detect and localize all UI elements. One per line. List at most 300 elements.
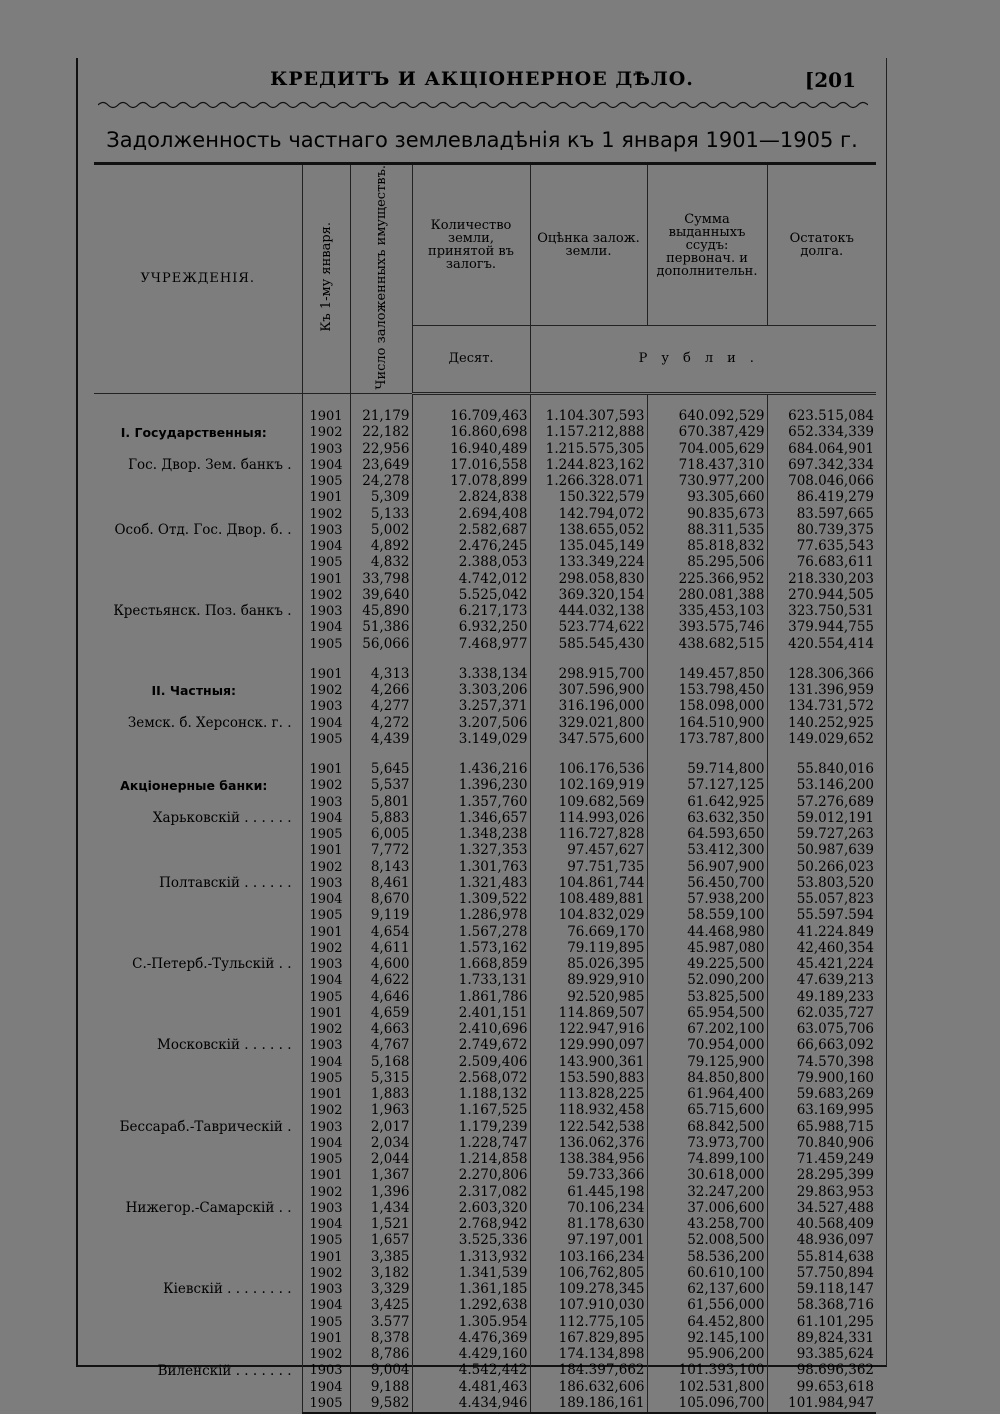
valuation-cell: 97.751,735 <box>530 859 647 875</box>
land-amount-cell: 2.509,406 <box>412 1054 530 1070</box>
pledged-count-cell: 5,883 <box>350 810 412 826</box>
pledged-count-cell: 1,367 <box>350 1168 412 1184</box>
balance-cell: 140.252,925 <box>788 714 874 731</box>
land-amount-cell: 7.468,977 <box>412 636 530 652</box>
year-cell: 1905 <box>302 474 350 490</box>
loans-cell: 67.202,100 <box>647 1022 767 1038</box>
loans-cell: 64.593,650 <box>647 827 767 843</box>
balance-cell: 40.568,409 <box>796 1216 874 1233</box>
land-amount-cell: 1.346,657 <box>412 810 530 826</box>
loans-cell: 93.305,660 <box>647 490 767 506</box>
land-amount-cell: 2.270,806 <box>412 1168 530 1184</box>
balance-cell: 55.840,016 <box>796 761 874 778</box>
valuation-cell: 85.026,395 <box>530 957 647 973</box>
pledged-count-cell: 2,017 <box>350 1119 412 1135</box>
land-amount-cell: 1.321,483 <box>412 875 530 891</box>
balance-cell: 63.169,995 <box>796 1102 874 1119</box>
land-amount-cell: 2.388,053 <box>412 555 530 571</box>
loans-cell: 105.096,700 <box>647 1395 767 1412</box>
year-cell: 1901 <box>302 1249 350 1265</box>
valuation-cell: 104.832,029 <box>530 908 647 924</box>
balance-cell: 50.266,023 <box>796 858 874 875</box>
year-cell: 1902 <box>302 778 350 794</box>
balance-cell: 71.459,249 <box>796 1151 874 1168</box>
pledged-count-cell: 8,378 <box>350 1330 412 1346</box>
year-cell: 1903 <box>302 1119 350 1135</box>
gap-cell <box>767 748 876 762</box>
balance-cell: 47.639,213 <box>796 972 874 989</box>
valuation-cell: 97.197,001 <box>530 1233 647 1249</box>
loans-cell: 438.682,515 <box>647 636 767 652</box>
year-cell: 1904 <box>302 715 350 731</box>
pledged-count-cell: 6,005 <box>350 827 412 843</box>
balance-cell: 53.146,200 <box>796 777 874 794</box>
header-as-of: Къ 1-му января. <box>302 164 350 394</box>
balance-cell: 420.554,414 <box>788 635 874 652</box>
valuation-cell: 133.349,224 <box>530 555 647 571</box>
header-balance: Остатокъ долга. <box>767 164 876 326</box>
pledged-count-cell: 5,315 <box>350 1070 412 1086</box>
year-cell: 1904 <box>302 810 350 826</box>
header-land-amount: Количество земли, принятой въ залогъ. <box>412 164 530 326</box>
year-cell: 1901 <box>302 762 350 778</box>
loans-cell: 53.412,300 <box>647 843 767 859</box>
land-amount-cell: 1.214,858 <box>412 1152 530 1168</box>
institution-name: Нижегор.-Самарскій . . <box>125 1199 292 1216</box>
loans-cell: 640.092,529 <box>647 409 767 425</box>
loans-cell: 84.850,800 <box>647 1070 767 1086</box>
year-cell: 1904 <box>302 892 350 908</box>
gap-cell <box>767 652 876 666</box>
valuation-cell: 59.733,366 <box>530 1168 647 1184</box>
valuation-cell: 107.910,030 <box>530 1298 647 1314</box>
loans-cell: 65.715,600 <box>647 1103 767 1119</box>
section-title: I. Государственныя: <box>120 425 267 441</box>
loans-cell: 95.906,200 <box>647 1347 767 1363</box>
year-cell: 1905 <box>302 1152 350 1168</box>
loans-cell: 58.559,100 <box>647 908 767 924</box>
year-cell: 1904 <box>302 1298 350 1314</box>
gap-year-cell <box>302 748 350 762</box>
land-amount-cell: 17.016,558 <box>412 457 530 473</box>
land-amount-cell: 4.742,012 <box>412 571 530 587</box>
year-cell: 1904 <box>302 1054 350 1070</box>
land-amount-cell: 2.768,942 <box>412 1217 530 1233</box>
year-cell: 1904 <box>302 457 350 473</box>
year-cell: 1902 <box>302 683 350 699</box>
gap-cell <box>530 748 647 762</box>
loans-cell: 73.973,700 <box>647 1135 767 1151</box>
pledged-count-cell: 45,890 <box>350 604 412 620</box>
table-row <box>94 1168 876 1184</box>
pledged-count-cell: 2,044 <box>350 1152 412 1168</box>
institution-name <box>94 762 302 843</box>
pledged-count-cell: 4,832 <box>350 555 412 571</box>
pledged-count-cell: 3,385 <box>350 1249 412 1265</box>
year-cell: 1902 <box>302 1103 350 1119</box>
loans-cell: 730.977,200 <box>647 474 767 490</box>
balance-cell: 59.727,263 <box>796 826 874 843</box>
valuation-cell: 70.106,234 <box>530 1200 647 1216</box>
pledged-count-cell: 22,182 <box>350 425 412 441</box>
valuation-cell: 129.990,097 <box>530 1038 647 1054</box>
year-cell: 1901 <box>302 1168 350 1184</box>
land-amount-cell: 3.149,029 <box>412 731 530 747</box>
land-amount-cell: 1.188,132 <box>412 1087 530 1103</box>
institution-name: Бессараб.-Таврическій . <box>119 1118 292 1135</box>
table-row <box>94 843 876 859</box>
gap-year-cell <box>302 652 350 666</box>
land-amount-cell: 4.476,369 <box>412 1330 530 1346</box>
year-cell: 1903 <box>302 1038 350 1054</box>
year-cell: 1903 <box>302 794 350 810</box>
valuation-cell: 142.794,072 <box>530 506 647 522</box>
land-amount-cell: 1.292,638 <box>412 1298 530 1314</box>
land-amount-cell: 6.932,250 <box>412 620 530 636</box>
land-amount-cell: 1.305.954 <box>412 1314 530 1330</box>
balance-cell: 55.057,823 <box>796 891 874 908</box>
land-amount-cell: 1.861,786 <box>412 989 530 1005</box>
header-loans: Сумма выданныхъ ссудъ: первонач. и дополнительн. <box>647 164 767 326</box>
header-institutions: УЧРЕЖДЕНІЯ. <box>94 164 302 394</box>
pledged-count-cell: 5,002 <box>350 522 412 538</box>
balance-cell: 697.342,334 <box>788 456 874 473</box>
valuation-cell: 122.947,916 <box>530 1022 647 1038</box>
section-gap-row <box>94 393 876 409</box>
land-amount-cell: 4.434,946 <box>412 1395 530 1412</box>
pledged-count-cell: 4,663 <box>350 1022 412 1038</box>
valuation-cell: 138.384,956 <box>530 1152 647 1168</box>
loans-cell: 45.987,080 <box>647 940 767 956</box>
land-amount-cell: 3.338,134 <box>412 666 530 682</box>
balance-cell: 74.570,398 <box>796 1053 874 1070</box>
valuation-cell: 143.900,361 <box>530 1054 647 1070</box>
valuation-cell: 114.869,507 <box>530 1005 647 1021</box>
year-cell: 1902 <box>302 1347 350 1363</box>
pledged-count-cell: 8,670 <box>350 892 412 908</box>
table-row <box>94 1005 876 1021</box>
year-cell: 1905 <box>302 989 350 1005</box>
pledged-count-cell: 1,434 <box>350 1200 412 1216</box>
land-amount-cell: 1.301,763 <box>412 859 530 875</box>
year-cell: 1902 <box>302 587 350 603</box>
pledged-count-cell: 4,266 <box>350 683 412 699</box>
year-cell: 1903 <box>302 522 350 538</box>
institution-name-text: Земск. б. Херсонск. г. . <box>127 714 292 731</box>
balance-cell: 59.118,147 <box>796 1281 874 1298</box>
section-title: II. Частныя: <box>151 682 237 698</box>
year-cell: 1901 <box>302 1087 350 1103</box>
loans-cell: 92.145,100 <box>647 1330 767 1346</box>
year-cell: 1904 <box>302 973 350 989</box>
valuation-cell: 97.457,627 <box>530 843 647 859</box>
balance-cell: 48.936,097 <box>796 1232 874 1249</box>
land-amount-cell: 1.228,747 <box>412 1135 530 1151</box>
year-cell: 1904 <box>302 1379 350 1395</box>
valuation-cell: 102.169,919 <box>530 778 647 794</box>
institution-name: Виленскій . . . . . . . <box>157 1362 292 1379</box>
gap-cell <box>94 652 302 666</box>
valuation-cell: 114.993,026 <box>530 810 647 826</box>
pledged-count-cell: 4,439 <box>350 731 412 747</box>
gap-cell <box>94 393 302 409</box>
valuation-cell: 329.021,800 <box>530 715 647 731</box>
balance-cell: 59.683,269 <box>796 1086 874 1103</box>
loans-cell: 52.090,200 <box>647 973 767 989</box>
land-amount-cell: 16.940,489 <box>412 441 530 457</box>
pledged-count-cell: 1,657 <box>350 1233 412 1249</box>
year-cell: 1901 <box>302 1005 350 1021</box>
loans-cell: 61.964,400 <box>647 1087 767 1103</box>
valuation-cell: 106.176,536 <box>530 762 647 778</box>
valuation-cell: 369.320,154 <box>530 587 647 603</box>
pledged-count-cell: 3.577 <box>350 1314 412 1330</box>
loans-cell: 60.610,100 <box>647 1265 767 1281</box>
balance-cell: 79.900,160 <box>796 1069 874 1086</box>
pledged-count-cell: 5,801 <box>350 794 412 810</box>
loans-cell: 153.798,450 <box>647 683 767 699</box>
land-amount-cell: 3.525,336 <box>412 1233 530 1249</box>
table-row <box>94 924 876 940</box>
land-amount-cell: 16.860,698 <box>412 425 530 441</box>
balance-cell: 93.385,624 <box>796 1346 874 1363</box>
year-cell: 1901 <box>302 843 350 859</box>
year-cell: 1903 <box>302 699 350 715</box>
year-cell: 1903 <box>302 441 350 457</box>
loans-cell: 158.098,000 <box>647 699 767 715</box>
loans-cell: 30.618,000 <box>647 1168 767 1184</box>
pledged-count-cell: 4,892 <box>350 539 412 555</box>
balance-cell: 49.189,233 <box>796 988 874 1005</box>
gap-cell <box>647 748 767 762</box>
institution-name <box>94 409 302 490</box>
balance-cell: 89,824,331 <box>796 1329 874 1346</box>
loans-cell: 61.642,925 <box>647 794 767 810</box>
land-amount-cell: 3.207,506 <box>412 715 530 731</box>
header-pledged-count: Число заложенныхъ имуществъ. <box>350 164 412 394</box>
valuation-cell: 298.058,830 <box>530 571 647 587</box>
loans-cell: 56.907,900 <box>647 859 767 875</box>
year-cell: 1901 <box>302 666 350 682</box>
valuation-cell: 89.929,910 <box>530 973 647 989</box>
land-amount-cell: 1.396,230 <box>412 778 530 794</box>
land-amount-cell: 2.603,320 <box>412 1200 530 1216</box>
valuation-cell: 103.166,234 <box>530 1249 647 1265</box>
year-cell: 1903 <box>302 604 350 620</box>
land-amount-cell: 4.429,160 <box>412 1347 530 1363</box>
valuation-cell: 1.157.212,888 <box>530 425 647 441</box>
loans-cell: 57.127,125 <box>647 778 767 794</box>
year-cell: 1905 <box>302 731 350 747</box>
balance-cell: 76.683,611 <box>796 554 874 571</box>
gap-year-cell <box>302 393 350 409</box>
land-amount-cell: 1.327,353 <box>412 843 530 859</box>
loans-cell: 32.247,200 <box>647 1184 767 1200</box>
year-cell: 1904 <box>302 539 350 555</box>
balance-cell: 684.064,901 <box>788 440 874 457</box>
land-amount-cell: 2.824,838 <box>412 490 530 506</box>
table-row <box>94 409 876 425</box>
year-cell: 1902 <box>302 506 350 522</box>
loans-cell: 149.457,850 <box>647 666 767 682</box>
institution-name: Особ. Отд. Гос. Двор. б. . <box>114 521 292 538</box>
loans-cell: 88.311,535 <box>647 522 767 538</box>
year-cell: 1902 <box>302 425 350 441</box>
pledged-count-cell: 4,646 <box>350 989 412 1005</box>
land-amount-cell: 5.525,042 <box>412 587 530 603</box>
loans-cell: 37.006,600 <box>647 1200 767 1216</box>
pledged-count-cell: 9,119 <box>350 908 412 924</box>
year-cell: 1901 <box>302 571 350 587</box>
gap-cell <box>647 652 767 666</box>
loans-cell: 65.954,500 <box>647 1005 767 1021</box>
balance-cell: 55.814,638 <box>796 1248 874 1265</box>
loans-cell: 704.005,629 <box>647 441 767 457</box>
balance-cell: 652.334,339 <box>788 424 874 441</box>
year-cell: 1903 <box>302 957 350 973</box>
valuation-cell: 347.575,600 <box>530 731 647 747</box>
balance-cell: 70.840,906 <box>796 1134 874 1151</box>
pledged-count-cell: 22,956 <box>350 441 412 457</box>
pledged-count-cell: 4,654 <box>350 924 412 940</box>
pledged-count-cell: 4,600 <box>350 957 412 973</box>
valuation-cell: 523.774,622 <box>530 620 647 636</box>
pledged-count-cell: 5,168 <box>350 1054 412 1070</box>
pledged-count-cell: 56,066 <box>350 636 412 652</box>
land-amount-cell: 2.317,082 <box>412 1184 530 1200</box>
balance-cell: 53.803,520 <box>796 874 874 891</box>
loans-cell: 63.632,350 <box>647 810 767 826</box>
valuation-cell: 104.861,744 <box>530 875 647 891</box>
loans-cell: 43.258,700 <box>647 1217 767 1233</box>
year-cell: 1903 <box>302 1363 350 1379</box>
header-unit-land: Десят. <box>412 326 530 394</box>
balance-cell: 45.421,224 <box>796 956 874 973</box>
balance-cell: 80.739,375 <box>796 521 874 538</box>
land-amount-cell: 1.573,162 <box>412 940 530 956</box>
valuation-cell: 61.445,198 <box>530 1184 647 1200</box>
loans-cell: 70.954,000 <box>647 1038 767 1054</box>
year-cell: 1903 <box>302 1200 350 1216</box>
loans-cell: 74.899,100 <box>647 1152 767 1168</box>
land-amount-cell: 1.179,239 <box>412 1119 530 1135</box>
loans-cell: 101.393,100 <box>647 1363 767 1379</box>
loans-cell: 670.387,429 <box>647 425 767 441</box>
gap-cell <box>412 748 530 762</box>
balance-cell: 66,663,092 <box>796 1037 874 1054</box>
loans-cell: 57.938,200 <box>647 892 767 908</box>
year-cell: 1901 <box>302 409 350 425</box>
loans-cell: 280.081,388 <box>647 587 767 603</box>
valuation-cell: 135.045,149 <box>530 539 647 555</box>
loans-cell: 90.835,673 <box>647 506 767 522</box>
land-amount-cell: 2.401,151 <box>412 1005 530 1021</box>
land-amount-cell: 2.476,245 <box>412 539 530 555</box>
valuation-cell: 76.669,170 <box>530 924 647 940</box>
pledged-count-cell: 1,396 <box>350 1184 412 1200</box>
page-frame <box>76 58 887 1411</box>
valuation-cell: 186.632,606 <box>530 1379 647 1395</box>
land-amount-cell: 1.733,131 <box>412 973 530 989</box>
land-amount-cell: 3.303,206 <box>412 683 530 699</box>
table-row <box>94 1087 876 1103</box>
debt-table-wrapper <box>94 162 876 1414</box>
valuation-cell: 1.104.307,593 <box>530 409 647 425</box>
balance-cell: 83.597,665 <box>796 505 874 522</box>
land-amount-cell: 3.257,371 <box>412 699 530 715</box>
valuation-cell: 316.196,000 <box>530 699 647 715</box>
land-amount-cell: 1.313,932 <box>412 1249 530 1265</box>
land-amount-cell: 1.357,760 <box>412 794 530 810</box>
pledged-count-cell: 9,004 <box>350 1363 412 1379</box>
valuation-cell: 109.278,345 <box>530 1282 647 1298</box>
pledged-count-cell: 9,582 <box>350 1395 412 1412</box>
section-gap-row <box>94 748 876 762</box>
pledged-count-cell: 7,772 <box>350 843 412 859</box>
balance-cell: 65.988,715 <box>796 1118 874 1135</box>
loans-cell: 59.714,800 <box>647 762 767 778</box>
year-cell: 1905 <box>302 555 350 571</box>
year-cell: 1905 <box>302 908 350 924</box>
loans-cell: 44.468,980 <box>647 924 767 940</box>
balance-cell: 34.527,488 <box>796 1199 874 1216</box>
balance-cell: 623.515,084 <box>788 408 874 425</box>
balance-cell: 29.863,953 <box>796 1183 874 1200</box>
gap-cell <box>767 393 876 409</box>
pledged-count-cell: 8,786 <box>350 1347 412 1363</box>
land-amount-cell: 1.167,525 <box>412 1103 530 1119</box>
balance-cell: 61.101,295 <box>796 1313 874 1330</box>
loans-cell: 49.225,500 <box>647 957 767 973</box>
valuation-cell: 150.322,579 <box>530 490 647 506</box>
year-cell: 1905 <box>302 1314 350 1330</box>
valuation-cell: 138.655,052 <box>530 522 647 538</box>
page-number: [201 <box>804 68 856 92</box>
balance-cell: 323.750,531 <box>788 603 874 620</box>
header-valuation: Оцѣнка залож. земли. <box>530 164 647 326</box>
loans-cell: 85.818,832 <box>647 539 767 555</box>
balance-cell: 134.731,572 <box>788 698 874 715</box>
gap-cell <box>530 393 647 409</box>
balance-cell: 55.597.594 <box>796 907 874 924</box>
loans-cell: 64.452,800 <box>647 1314 767 1330</box>
valuation-cell: 444.032,138 <box>530 604 647 620</box>
balance-cell: 77.635,543 <box>796 538 874 555</box>
header-unit-money: Рубли. <box>530 326 876 394</box>
gap-cell <box>350 393 412 409</box>
institution-name: Кіевскій . . . . . . . . <box>163 1281 292 1298</box>
year-cell: 1905 <box>302 827 350 843</box>
land-amount-cell: 2.410,696 <box>412 1022 530 1038</box>
land-amount-cell: 1.341,539 <box>412 1265 530 1281</box>
valuation-cell: 106,762,805 <box>530 1265 647 1281</box>
land-amount-cell: 4.542,442 <box>412 1363 530 1379</box>
pledged-count-cell: 5,309 <box>350 490 412 506</box>
valuation-cell: 1.215.575,305 <box>530 441 647 457</box>
running-head: КРЕДИТЪ И АКЦІОНЕРНОЕ ДѢЛО. <box>270 68 694 90</box>
table-row <box>94 1330 876 1346</box>
pledged-count-cell: 21,179 <box>350 409 412 425</box>
land-amount-cell: 16.709,463 <box>412 409 530 425</box>
balance-cell: 131.396,959 <box>788 682 874 699</box>
section-gap-row <box>94 652 876 666</box>
land-amount-cell: 2.582,687 <box>412 522 530 538</box>
pledged-count-cell: 9,188 <box>350 1379 412 1395</box>
year-cell: 1904 <box>302 1135 350 1151</box>
land-amount-cell: 2.568,072 <box>412 1070 530 1086</box>
table-body <box>94 393 876 1413</box>
table-title: Задолженность частнаго землевладѣнія къ 1 января 1901—1905 г. <box>106 128 858 152</box>
